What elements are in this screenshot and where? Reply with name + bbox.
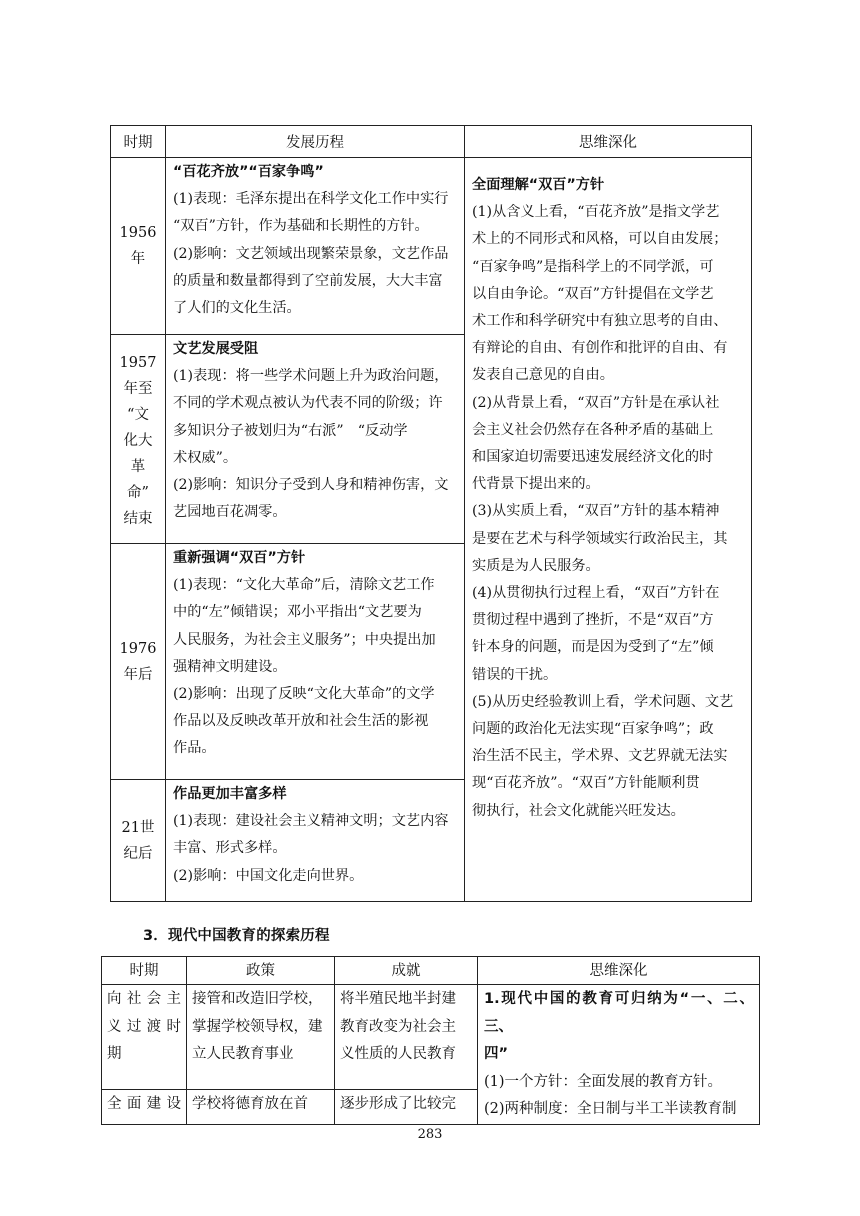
text-line: 艺园地百花凋零。	[173, 504, 287, 521]
table-row	[111, 158, 752, 335]
text-line: “百家争鸣”是指科学上的不同学派，可	[472, 258, 714, 275]
text-line: (3)从实质上看，“双百”方针的基本精神	[472, 503, 720, 520]
period-cell	[102, 1089, 187, 1124]
text-line: 丰富、形式多样。	[173, 840, 287, 857]
text-line: (1)一个方针：全面发展的教育方针。	[484, 1073, 723, 1090]
policy-lines	[192, 986, 329, 1069]
text-line: 作品以及反映改革开放和社会生活的影视	[173, 713, 429, 730]
text-line: 人民服务，为社会主义服务”；中央提出加	[173, 631, 436, 648]
text-line: 的质量和数量都得到了空前发展，大大丰富	[173, 272, 443, 289]
text-line: 向社会主	[107, 991, 181, 1007]
text-line: 和国家迫切需要迅速发展经济文化的时	[472, 449, 714, 466]
text-line: (2)影响：知识分子受到人身和精神伤害，文	[173, 477, 449, 494]
deepening-cell	[478, 985, 760, 1125]
text-line: 学校将德育放在首	[192, 1095, 308, 1112]
row-lines	[173, 363, 460, 526]
header-achievement: 成就	[335, 957, 478, 985]
row-lines	[173, 572, 460, 762]
text-line: 治生活不民主，学术界、文艺界就无法实	[472, 748, 728, 765]
row-title: 文艺发展受阻	[173, 341, 259, 357]
process-cell	[166, 544, 465, 780]
deepening-title: 全面理解“双百”方针	[472, 177, 605, 193]
text-line: 立人民教育事业	[192, 1046, 294, 1062]
text-line: (4)从贯彻执行过程上看，“双百”方针在	[472, 585, 720, 602]
deepening-title: 1.现代中国的教育可归纳为“一、二、三、	[484, 991, 754, 1035]
text-line: 彻执行，社会文化就能兴旺发达。	[472, 802, 685, 819]
deepening-lines	[472, 199, 747, 825]
text-line: (2)从背景上看，“双百”方针是在承认社	[472, 394, 720, 411]
achievement-cell	[335, 985, 478, 1090]
period-cell	[111, 158, 166, 335]
development-table	[110, 125, 752, 902]
text-line: (2)影响：中国文化走向世界。	[173, 867, 364, 884]
process-cell	[166, 335, 465, 544]
text-line: 中的“左”倾错误；邓小平指出“文艺要为	[173, 604, 422, 621]
header-deepening: 思维深化	[478, 957, 760, 985]
text-line: 现“百花齐放”。“双百”方针能顺利贯	[472, 775, 700, 792]
text-line: 全面建设	[107, 1095, 181, 1112]
period-text: 21世 纪后	[121, 819, 155, 862]
text-line: (2)影响：文艺领域出现繁荣景象，文艺作品	[173, 245, 449, 262]
table-row	[102, 985, 760, 1090]
text-line: 了人们的文化生活。	[173, 300, 301, 317]
text-line: 掌握学校领导权，建	[192, 1018, 323, 1035]
text-line: 多知识分子被划归为“右派” “反动学	[173, 422, 408, 439]
text-line: 强精神文明建设。	[173, 658, 287, 675]
text-line: (1)表现：“文化大革命”后，清除文艺工作	[173, 577, 435, 594]
education-table	[101, 956, 760, 1125]
period-text: 1976 年后	[119, 640, 157, 683]
text-line: 实质是为人民服务。	[472, 557, 600, 574]
achievement-lines	[340, 986, 472, 1069]
text-line: 义过渡时	[107, 1018, 181, 1035]
achievement-lines	[340, 1091, 472, 1119]
row-lines	[173, 186, 460, 322]
text-line: (5)从历史经验教训上看，学术问题、文艺	[472, 693, 734, 710]
text-line: 接管和改造旧学校，	[192, 991, 323, 1007]
header-process: 发展历程	[166, 126, 465, 158]
text-line: 有辩论的自由、有创作和批评的自由、有	[472, 340, 728, 357]
text-line: 不同的学术观点被认为代表不同的阶级；许	[173, 395, 443, 412]
deepening-title-cont: 四”	[484, 1046, 509, 1062]
text-line: 问题的政治化无法实现“百家争鸣”；政	[472, 721, 714, 738]
row-lines	[173, 808, 460, 890]
text-line: (1)表现：将一些学术问题上升为政治问题，	[173, 368, 449, 385]
text-line: 逐步形成了比较完	[340, 1095, 456, 1112]
period-cell	[111, 544, 166, 780]
header-deepening: 思维深化	[465, 126, 752, 158]
period-lines	[107, 1091, 181, 1119]
text-line: 术工作和科学研究中有独立思考的自由、	[472, 313, 728, 330]
text-line: (1)表现：建设社会主义精神文明；文艺内容	[173, 813, 449, 830]
period-text: 1957 年至 “文 化大 革 命” 结束	[119, 355, 157, 527]
achievement-cell	[335, 1089, 478, 1124]
text-line: 会主义社会仍然存在各种矛盾的基础上	[472, 421, 714, 438]
text-line: (2)影响：出现了反映“文化大革命”的文学	[173, 686, 435, 703]
header-period: 时期	[111, 126, 166, 158]
text-line: (2)两种制度：全日制与半工半读教育制	[484, 1101, 737, 1117]
text-line: 以自由争论。“双百”方针提倡在文学艺	[472, 285, 714, 302]
text-line: (1)从含义上看，“百花齐放”是指文学艺	[472, 204, 720, 221]
text-line: 期	[107, 1046, 122, 1062]
text-line: 将半殖民地半封建	[340, 991, 456, 1007]
policy-cell	[187, 985, 335, 1090]
text-line: 代背景下提出来的。	[472, 476, 600, 493]
process-cell	[166, 158, 465, 335]
text-line: 教育改变为社会主	[340, 1018, 456, 1035]
text-line: 术上的不同形式和风格，可以自由发展；	[472, 231, 728, 248]
row-title: “百花齐放”“百家争鸣”	[173, 164, 324, 180]
policy-lines	[192, 1091, 329, 1119]
header-period: 时期	[102, 957, 187, 985]
text-line: “双百”方针，作为基础和长期性的方针。	[173, 218, 429, 235]
page-number: 283	[417, 1127, 443, 1142]
text-line: 作品。	[173, 740, 216, 757]
table-header-row	[111, 126, 752, 158]
text-line: 发表自己意见的自由。	[472, 367, 614, 384]
deepening-lines	[484, 1069, 754, 1124]
period-cell	[111, 335, 166, 544]
text-line: (1)表现：毛泽东提出在科学文化工作中实行	[173, 191, 449, 208]
text-line: 贯彻过程中遇到了挫折，不是“双百”方	[472, 612, 714, 629]
header-policy: 政策	[187, 957, 335, 985]
row-title: 重新强调“双百”方针	[173, 550, 306, 566]
section-title: 3．现代中国教育的探索历程	[143, 928, 330, 944]
period-cell	[102, 985, 187, 1090]
text-line: 术权威”。	[173, 449, 238, 466]
text-line: 错误的干扰。	[472, 666, 558, 683]
text-line: 针本身的问题，而是因为受到了“左”倾	[472, 639, 714, 656]
period-text: 1956 年	[119, 225, 157, 267]
policy-cell	[187, 1089, 335, 1124]
row-title: 作品更加丰富多样	[173, 786, 287, 802]
period-cell	[111, 780, 166, 902]
text-line: 义性质的人民教育	[340, 1046, 456, 1062]
text-line: 是要在艺术与科学领域实行政治民主，其	[472, 530, 728, 547]
process-cell	[166, 780, 465, 902]
table-header-row	[102, 957, 760, 985]
deepening-cell	[465, 158, 752, 902]
period-lines	[107, 986, 181, 1069]
